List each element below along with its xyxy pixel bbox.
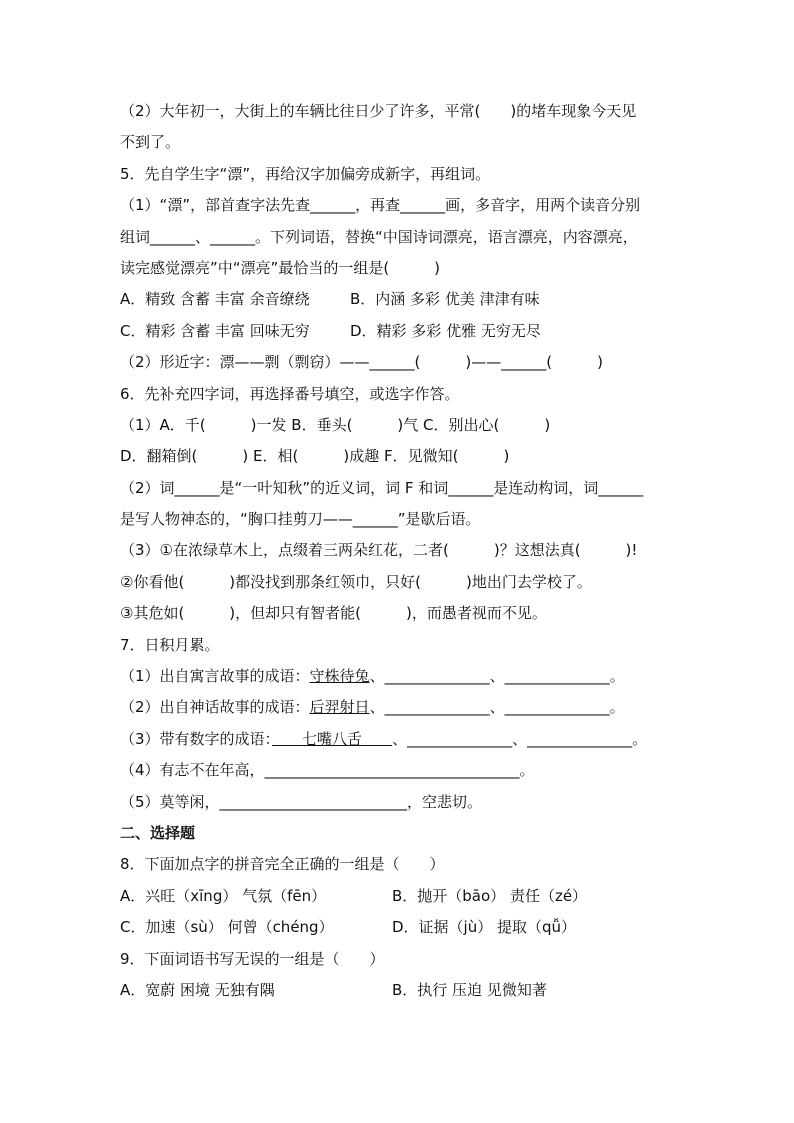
q7-3-example: 七嘴八舌 [272, 729, 393, 748]
q8-option-d: D．证据（jù） 提取（qǚ） [392, 918, 577, 937]
q6-1-line1: （1）A．千( )一发 B．垂头( )气 C．别出心( ) [120, 415, 551, 434]
q5-options-ab [120, 284, 690, 315]
q7-2-example: 后羿射日 [309, 698, 370, 717]
q5-1-line2: 组词______、______。下列词语，替换“中国诗词漂亮，语言漂亮，内容漂亮， [120, 227, 638, 246]
q9-title: 9．下面词语书写无误的一组是（ ） [120, 949, 385, 968]
q5-option-a: A．精致 含蓄 丰富 余音缭绕 [120, 290, 310, 309]
section-heading-choice: 二、选择题 [120, 823, 196, 842]
q6-title: 6．先补充四字词，再选择番号填空，或选字作答。 [120, 384, 460, 403]
q7-1-line [120, 661, 690, 692]
q5-option-c: C．精彩 含蓄 丰富 回味无穷 [120, 321, 310, 340]
q6-3-line2: ②你看他( )都没找到那条红领巾，只好( )地出门去学校了。 [120, 572, 592, 591]
q8-title: 8．下面加点字的拼音完全正确的一组是（ ） [120, 855, 445, 874]
q7-3-line [120, 724, 690, 755]
q5-option-d: D．精彩 多彩 优雅 无穷无尽 [350, 321, 541, 340]
q9-option-b: B．执行 压迫 见微知著 [392, 980, 547, 999]
q4-2-line2: 不到了。 [120, 133, 181, 152]
q7-5-line: （5）莫等闲，_________________________，空悲切。 [120, 792, 483, 811]
q5-2-line: （2）形近字：漂——剽（剽窃）——______( )——______( ) [120, 353, 603, 372]
q6-2-line2: 是写人物神态的，“胸口挂剪刀——______”是歇后语。 [120, 510, 481, 529]
q9-option-a: A．宽蔚 困境 无独有隅 [120, 980, 275, 999]
q7-2-line [120, 692, 690, 723]
q7-2-prompt: （2）出自神话故事的成语： [120, 698, 310, 717]
q7-3-blanks: 、______________、______________。 [392, 729, 648, 748]
q5-1-line1: （1）“漂”，部首查字法先查______，再查______画，多音字，用两个读音分别 [120, 196, 641, 215]
q8-option-a: A．兴旺（xīng） 气氛（fēn） [120, 886, 327, 905]
q8-options-ab [120, 881, 690, 912]
q9-options-ab [120, 975, 690, 1006]
q7-1-prompt: （1）出自寓言故事的成语： [120, 667, 310, 686]
q7-3-prompt: （3）带有数字的成语： [120, 729, 273, 748]
q7-1-blanks: 、______________、______________。 [369, 667, 625, 686]
q5-option-b: B．内涵 多彩 优美 津津有味 [350, 290, 540, 309]
q8-options-cd [120, 912, 690, 943]
q8-option-b: B．抛开（bāo） 责任（zé） [392, 886, 588, 905]
q5-title: 5．先自学生字“漂”，再给汉字加偏旁成新字，再组词。 [120, 164, 491, 183]
q6-1-line2: D．翻箱倒( ) E．相( )成趣 F．见微知( ) [120, 447, 510, 466]
q6-3-line3: ③其危如( )，但却只有智者能( )，而愚者视而不见。 [120, 604, 547, 623]
q7-2-blanks: 、______________、______________。 [369, 698, 625, 717]
q6-3-line1: （3）①在浓绿草木上，点缀着三两朵红花，二者( )？这想法真( )! [120, 541, 638, 560]
q7-4-line: （4）有志不在年高，__________________________________。 [120, 761, 535, 780]
worksheet-page [120, 96, 690, 1006]
q4-2-line1: （2）大年初一，大街上的车辆比往日少了许多，平常( )的堵车现象今天见 [120, 102, 637, 120]
q7-1-example: 守株待兔 [309, 667, 370, 686]
q6-2-line1: （2）词______是“一叶知秋”的近义词，词 F 和词______是连动构词，词______ [120, 478, 644, 497]
q8-option-c: C．加速（sù） 何曾（chéng） [120, 918, 334, 937]
q5-1-line3: 读完感觉漂亮”中“漂亮”最恰当的一组是( ) [120, 258, 441, 277]
q5-options-cd [120, 316, 690, 347]
q7-title: 7．日积月累。 [120, 635, 220, 654]
